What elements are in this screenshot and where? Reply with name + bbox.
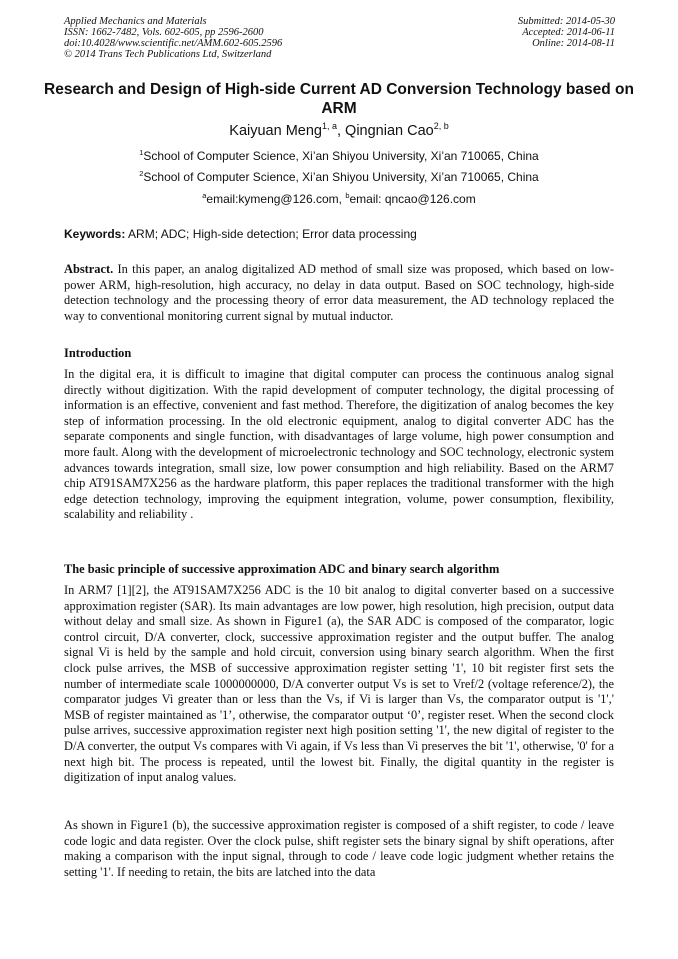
introduction-body (64, 367, 614, 523)
email-superscript: a (202, 191, 207, 200)
author-name: Qingnian Cao (345, 123, 434, 139)
keywords-text: ARM; ADC; High-side detection; Error data processing (128, 227, 417, 241)
author-superscript: 2, b (433, 121, 449, 132)
online-date: Online: 2014-08-11 (532, 38, 615, 49)
accepted-date: Accepted: 2014-06-11 (522, 27, 615, 38)
abstract-text: In this paper, an analog digitalized AD method of small size was proposed, which based on low-power ARM, high-resolution, high accuracy, no delay in data output. Based on SOC technology, high-side detection technology and the processing theory of error data measurement, the AD technology replaced the way to conventional monitoring current signal by mutual inductor. (64, 262, 614, 323)
author-superscript: 1, a (321, 121, 337, 132)
affiliation-superscript: 2 (139, 169, 144, 178)
journal-header (64, 16, 282, 60)
affiliation-2 (0, 170, 678, 185)
author-line: Kaiyuan Meng$^{1, a}$, Qingnian Cao$^{2, b}$ (229, 121, 449, 139)
email-text: email: qncao@126.com (349, 192, 476, 206)
email-line (0, 192, 678, 207)
affiliation-text: School of Computer Science, Xi’an Shiyou University, Xi’an 710065, China (143, 170, 539, 184)
email-superscript: b (345, 191, 350, 200)
copyright-line: © 2014 Trans Tech Publications Ltd, Switzerland (64, 49, 272, 60)
author-name: Kaiyuan Meng (229, 123, 322, 139)
paper-title: Research and Design of High-side Current AD Conversion Technology based on ARM (44, 81, 634, 117)
submitted-date: Submitted: 2014-05-30 (517, 16, 615, 27)
section-heading: The basic principle of successive approximation ADC and binary search algorithm (64, 562, 500, 576)
section-paragraph-2 (64, 818, 614, 880)
doi-line: doi:10.4028/www.scientific.net/AMM.602-605.2596 (64, 38, 283, 49)
dates-header (518, 16, 615, 49)
email-text: email:kymeng@126.com, (206, 192, 342, 206)
keywords-label: Keywords: (64, 227, 126, 241)
section-paragraph-1 (64, 583, 614, 786)
abstract (64, 262, 614, 324)
affiliation-superscript: 1 (139, 148, 144, 157)
section-paragraph: In ARM7 [1][2], the AT91SAM7X256 ADC is the 10 bit analog to digital converter based on a successive approximation register (SAR). Its main advantages are low power, high resolution, high precision, output data without delay and small size. As shown in Figure1 (a), the SAR ADC is composed of the comparator, logic control circuit, D/A converter, clock, successive approximation register and the output buffer. The analog signal Vi is held by the sample and hold circuit, conversion using binary search algorithm. When the first clock pulse arrives, the MSB of successive approximation register setting '1', 10 bit register first sets the number of intermediate scale 1000000000, D/A converter output Vs is set to Vref/2 (voltage reference/2), the comparator judges Vi greater than or less than the Vs, if Vi is larger than Vs, the comparator output is '1',' MSB of register maintained as '1’, otherwise, the comparator output ‘0’, register reset. When the second clock pulse arrives, successive approximation register next high position setting '1', the new digital of register to the D/A converter, the output Vs compares with Vi again, if Vs less than Vi preserves the bit '1', otherwise, '0' for a next high bit. The process is repeated, until the lowest bit. Finally, the digital quantity in the register is digitization of input analog values. (64, 583, 614, 785)
abstract-label: Abstract. (64, 262, 114, 276)
keywords (64, 227, 417, 242)
journal-name: Applied Mechanics and Materials (64, 16, 207, 27)
affiliation-text: School of Computer Science, Xi’an Shiyou University, Xi’an 710065, China (143, 149, 539, 163)
introduction-paragraph: In the digital era, it is difficult to imagine that digital computer can process the continuous analog signal directly without digitization. With the rapid development of computer technology, the digital processing of information is an effective, convenient and fast method. Therefore, the digitization of analog becomes the key step of information processing. In the old electronic equipment, analog to digital converter ADC has the separate components and single function, with disadvantages of large volume, high power consumption and more fault. Along with the development of microelectronic technology and SOC technology, electronic system advances towards integration, small size, low power consumption and high reliability. Based on the ARM7 chip AT91SAM7X256 as the hardware platform, this paper replaces the traditional transformer with the high edge detection technology, improving the equipment integration, volume, power consumption, flexibility, scalability and reliability . (64, 367, 614, 522)
issn-line: ISSN: 1662-7482, Vols. 602-605, pp 2596-2600 (64, 27, 264, 38)
section-paragraph: As shown in Figure1 (b), the successive approximation register is composed of a shift register, to code / leave code logic and data register. Over the clock pulse, shift register sets the binary signal by shift operations, after making a comparison with the input signal, through to code / leave code logic judgment whether retains the setting '1'. If needing to retain, the bits are latched into the data (64, 818, 614, 879)
introduction-heading: Introduction (64, 346, 132, 360)
affiliation-1 (0, 149, 678, 164)
